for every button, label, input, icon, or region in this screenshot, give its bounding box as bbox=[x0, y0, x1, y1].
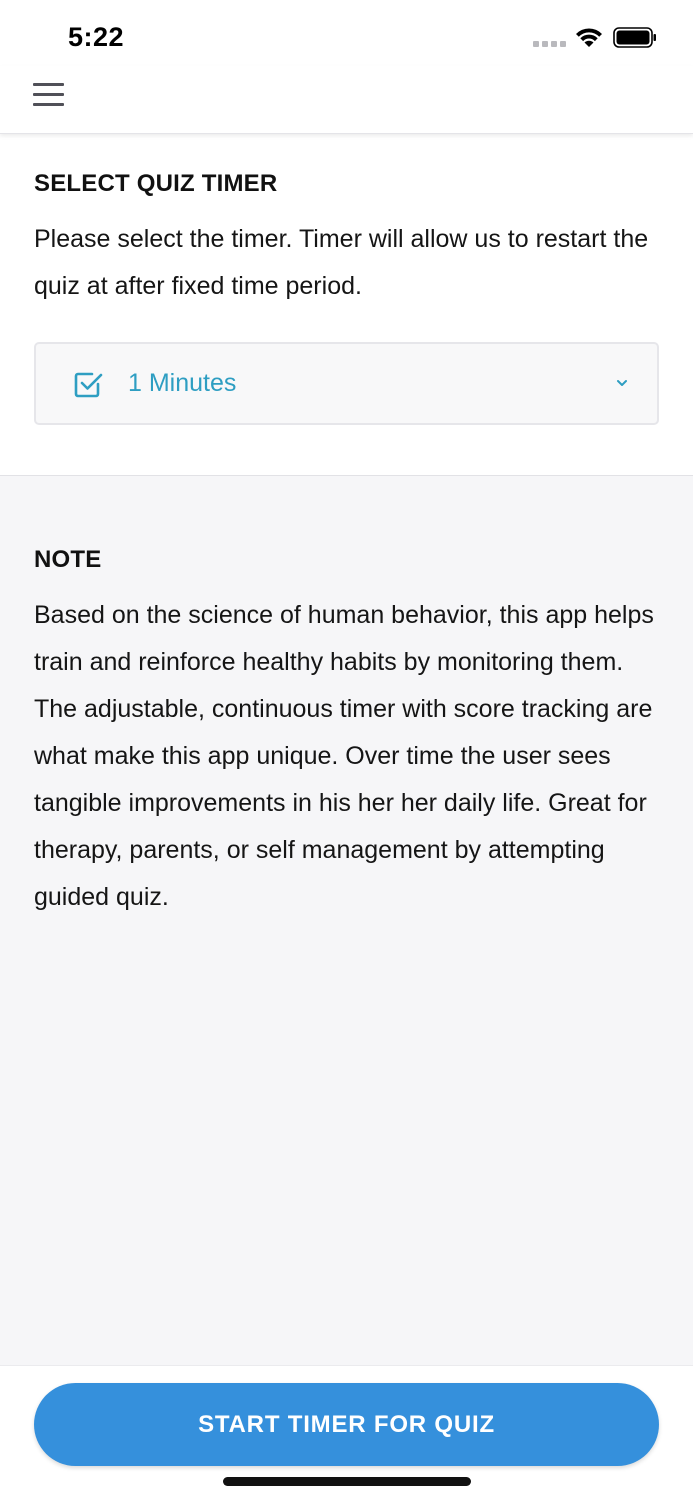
status-bar bbox=[0, 0, 693, 66]
home-indicator[interactable] bbox=[223, 1477, 471, 1486]
note-body: Based on the science of human behavior, this app helps train and reinforce healthy habits by monitoring them. The adjustable, continuous timer with score tracking are what make this app unique. Over time the user sees tangible improvements in his her her daily life. Great for therapy, parents, or self management by attempting guided quiz. bbox=[34, 601, 654, 911]
timer-section bbox=[0, 134, 693, 476]
note-title: NOTE bbox=[34, 546, 102, 573]
status-time: 5:22 bbox=[68, 22, 125, 52]
battery-icon bbox=[613, 27, 657, 48]
hamburger-menu-icon[interactable] bbox=[26, 78, 72, 112]
timer-select-value: 1 Minutes bbox=[128, 369, 237, 397]
start-timer-button[interactable]: START TIMER FOR QUIZ bbox=[34, 1383, 659, 1466]
signal-dots-icon bbox=[533, 41, 567, 47]
timer-select-dropdown[interactable] bbox=[34, 342, 659, 425]
nav-bar bbox=[0, 66, 693, 134]
chevron-down-icon bbox=[615, 377, 629, 389]
wifi-icon bbox=[574, 26, 604, 48]
timer-section-title: SELECT QUIZ TIMER bbox=[34, 170, 278, 197]
checkbox-checked-icon bbox=[72, 368, 104, 400]
timer-description: Please select the timer. Timer will allow us to restart the quiz at after fixed time period. bbox=[34, 225, 649, 300]
